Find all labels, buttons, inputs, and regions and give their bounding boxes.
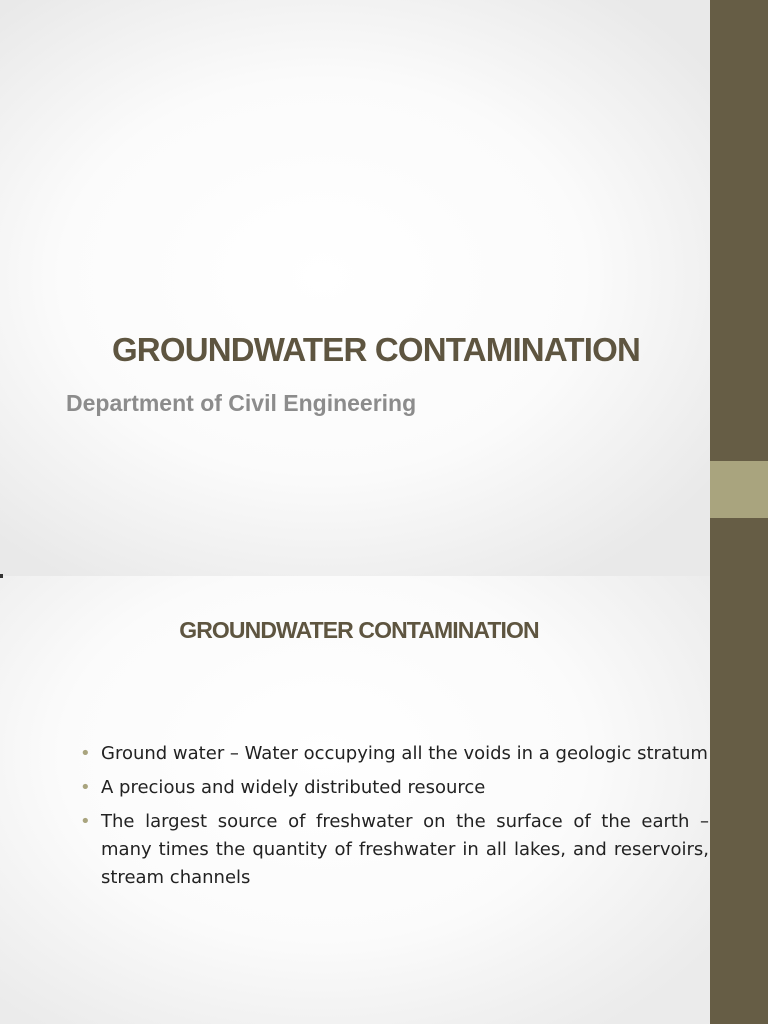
list-item <box>80 774 709 802</box>
sidebar-bar <box>710 576 768 1024</box>
bullet-text: Ground water – Water occupying all the voids in a geologic stratum <box>101 743 708 764</box>
bullet-text: The largest source of freshwater on the surface of the earth – many times the quantity of freshwater in all lakes, and reservoirs, stream channels <box>101 811 709 888</box>
page-divider-mark <box>0 574 3 578</box>
content-slide <box>0 576 768 1024</box>
list-item <box>80 808 709 892</box>
slide-title: GROUNDWATER CONTAMINATION <box>111 331 641 368</box>
bullet-icon: • <box>80 743 91 764</box>
bullet-text: A precious and widely distributed resource <box>101 777 486 798</box>
bullet-icon: • <box>80 811 91 832</box>
content-slide-title: GROUNDWATER CONTAMINATION <box>179 617 539 643</box>
slide-subtitle: Department of Civil Engineering <box>66 390 417 416</box>
sidebar-accent-block <box>710 461 768 518</box>
list-item <box>80 740 709 768</box>
bullet-list <box>80 740 709 898</box>
bullet-icon: • <box>80 777 91 798</box>
